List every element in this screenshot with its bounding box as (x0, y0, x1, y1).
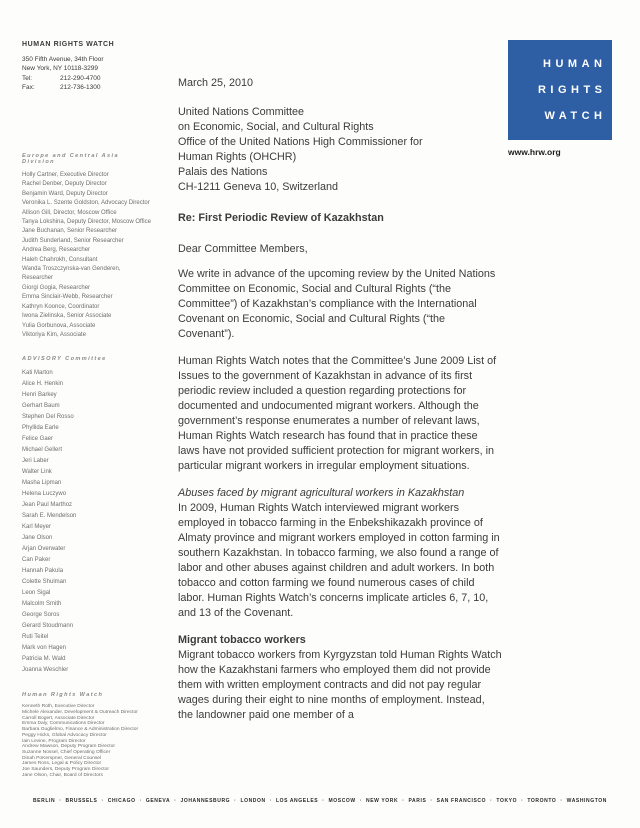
salutation: Dear Committee Members, (178, 243, 308, 255)
paragraph: Migrant tobacco workers from Kyrgyzstan told Human Rights Watch how the Kazakhstani farmers who employed them did not provide them with written employment contracts and did not pay regular wages during their eight to nine months of employment. Instead, the landowner paid one member of a (178, 649, 502, 721)
advisory-member: Helena Luczywo (22, 491, 67, 498)
staff-entry: Kathryn Koonce, Coordinator (22, 303, 100, 310)
staff-entry: Rachel Denber, Deputy Director (22, 181, 107, 188)
paragraph: Abuses faced by migrant agricultural workers in Kazakhstan (178, 487, 465, 499)
advisory-member: Karl Meyer (22, 524, 52, 531)
footer-city: PARIS · (408, 798, 436, 804)
leadership-entry: Dinah PoKempner, General Counsel (22, 755, 102, 761)
advisory-member: Stephen Del Rosso (22, 414, 74, 421)
paragraph: Human Rights Watch notes that the Committee’s June 2009 List of Issues to the government of Kazakhstan in advance of its first periodic review included a question regarding protections for documented and undocumented migrant workers. Although the government’s response enumerates a number of relevant laws, Human Rights Watch research has found that in practice these laws have not provided sufficient protection for migrant workers, in particular migrant workers in irregular employment situations. (178, 355, 497, 472)
letter-date: March 25, 2010 (178, 77, 254, 89)
staff-entry: Wanda Troszczynska-van Genderen, Researcher (22, 266, 121, 282)
org-name: HUMAN RIGHTS WATCH (22, 41, 115, 48)
tel-label: Tel: (22, 74, 33, 82)
division-member-list (22, 171, 152, 340)
advisory-member: Gerhart Baum (22, 403, 60, 410)
subject-line: Re: First Periodic Review of Kazakhstan (178, 212, 384, 224)
footer-city: BERLIN · (33, 798, 65, 804)
hrw-logo (508, 40, 612, 140)
staff-entry: Andrea Berg, Researcher (22, 247, 91, 254)
paragraph: We write in advance of the upcoming review by the United Nations Committee on Economic, Social and Cultural Rights (“the Committee”) of Kazakhstan’s compliance with the International Covenant on Economic, Social and Cultural Rights (“the Covenant”). (178, 268, 496, 340)
recipient-line: CH-1211 Geneva 10, Switzerland (178, 181, 339, 193)
advisory-member: Sarah E. Mendelson (22, 513, 77, 520)
advisory-member: Arjan Overwater (22, 546, 66, 553)
leadership-entry: Suzanne Nossel, Chief Operating Officer (22, 749, 111, 755)
footer-city: MOSCOW · (329, 798, 366, 804)
leadership-entry: Jane Olson, Chair, Board of Directors (22, 772, 104, 778)
advisory-member: Gerard Stoudmann (22, 623, 74, 630)
hrw-logo-text (508, 51, 612, 129)
staff-entry: Iwona Zielinska, Senior Associate (22, 313, 112, 320)
staff-entry: Emma Sinclair-Webb, Researcher (22, 294, 113, 301)
footer-city: GENEVA · (146, 798, 181, 804)
footer-city: WASHINGTON (566, 798, 608, 804)
advisory-member: Michael Gellert (22, 447, 63, 454)
hrw-logo-line: WATCH (544, 110, 607, 122)
recipient-address (178, 105, 502, 195)
footer-city: LONDON · (240, 798, 276, 804)
advisory-member: Henri Barkey (22, 392, 57, 399)
advisory-member: Hannah Pakula (22, 568, 64, 575)
address-line: New York, NY 10118-3299 (22, 65, 99, 72)
advisory-member: Leon Sigal (22, 590, 51, 597)
staff-entry: Holly Cartner, Executive Director (22, 172, 109, 178)
leadership-entry: Carroll Bogert, Associate Director (22, 715, 95, 721)
advisory-member: Alice H. Henkin (22, 381, 64, 388)
recipient-line: Office of the United Nations High Commissioner for (178, 136, 423, 148)
leadership-entry: Peggy Hicks, Global Advocacy Director (22, 732, 107, 738)
staff-entry: Jane Buchanan, Senior Researcher (22, 228, 118, 235)
advisory-member: Mark von Hagen (22, 645, 67, 652)
website-url: www.hrw.org (508, 147, 561, 157)
footer-city: LOS ANGELES · (276, 798, 329, 804)
hrw-logo-line: RIGHTS (537, 84, 607, 96)
leadership-entry: Iain Levine, Program Director (22, 738, 86, 744)
leadership-entry: Emma Daly, Communications Director (22, 721, 105, 727)
hrw-leadership-list (22, 704, 152, 778)
footer-city: NEW YORK · (366, 798, 408, 804)
advisory-member: Ruti Teitel (22, 634, 49, 641)
advisory-member: Jeri Laber (22, 458, 49, 465)
recipient-line: United Nations Committee (178, 106, 305, 118)
tel-value: 212-290-4700 (60, 74, 101, 82)
paragraph: In 2009, Human Rights Watch interviewed migrant workers employed in tobacco farming in the Enbekshikazakh province of Almaty province and migrant workers employed in cotton farming in southern Kazakhstan. In tobacco farming, we also found a range of labor and other abuses against children and adult workers. In both tobacco and cotton farming we found numerous cases of child labor. Human Rights Watch’s concerns implicate articles 6, 7, 10, and 13 of the Covenant. (178, 502, 500, 619)
footer-city: CHICAGO · (108, 798, 146, 804)
org-address (22, 55, 114, 74)
advisory-member: Joanna Weschler (22, 667, 69, 674)
advisory-member: Felice Gaer (22, 436, 54, 443)
letter-paragraphs (178, 267, 502, 723)
footer-city: JOHANNESBURG · (180, 798, 240, 804)
advisory-member: Patricia M. Wald (22, 656, 66, 663)
paragraph: Migrant tobacco workers (178, 634, 306, 646)
advisory-member: Can Paker (22, 557, 51, 564)
advisory-member: Jane Olson (22, 535, 53, 542)
staff-entry: Giorgi Gogia, Researcher (22, 284, 91, 291)
recipient-line: Human Rights (OHCHR) (178, 151, 297, 163)
fax-value: 212-736-1300 (60, 84, 101, 91)
staff-entry: Yulia Gorbunova, Associate (22, 322, 96, 329)
footer-city: BRUSSELS · (65, 798, 107, 804)
staff-entry: Viktoriya Kim, Associate (22, 331, 86, 338)
advisory-member: Phyllida Earle (22, 425, 59, 432)
tel-row (22, 74, 114, 84)
division-title: Europe and Central Asia Division (22, 153, 119, 165)
recipient-line: Palais des Nations (178, 166, 268, 178)
leadership-entry: James Ross, Legal & Policy Director (22, 761, 102, 767)
recipient-line: on Economic, Social, and Cultural Rights (178, 121, 374, 133)
hrw-leadership-title: Human Rights Watch (22, 692, 104, 699)
advisory-member-list (22, 368, 152, 676)
sidebar-section-hrw-leadership (22, 692, 152, 778)
letter-content (178, 76, 502, 735)
address-line: 350 Fifth Avenue, 34th Floor (22, 55, 104, 63)
advisory-member: Jean Paul Marthoz (22, 502, 73, 509)
leadership-entry: Barbara Guglielmo, Finance & Administration Director (22, 727, 139, 733)
staff-entry: Haleh Chahrokh, Consultant (22, 256, 98, 263)
advisory-member: Walter Link (22, 469, 52, 476)
staff-entry: Allison Gill, Director, Moscow Office (22, 209, 117, 216)
footer-city: TOKYO · (496, 798, 527, 804)
leadership-entry: Andrew Mawson, Deputy Program Director (22, 744, 115, 750)
footer-city-list (0, 798, 640, 804)
staff-entry: Judith Sunderland, Senior Researcher (22, 237, 124, 244)
leadership-entry: Michele Alexander, Development & Outreach Director (22, 710, 138, 716)
sidebar-section-advisory-committee (22, 356, 152, 676)
advisory-title: ADVISORY Committee (22, 356, 107, 363)
advisory-member: Masha Lipman (22, 480, 62, 487)
staff-entry: Benjamin Ward, Deputy Director (22, 190, 108, 197)
sidebar (22, 153, 152, 794)
hrw-logo-line: HUMAN (543, 58, 607, 70)
footer-city: SAN FRANCISCO · (437, 798, 497, 804)
fax-label: Fax: (22, 84, 35, 91)
advisory-member: Kati Marton (22, 370, 53, 377)
advisory-member: Malcolm Smith (22, 601, 62, 608)
footer-city: TORONTO · (527, 798, 566, 804)
sidebar-section-division (22, 153, 152, 340)
staff-entry: Tanya Lokshina, Deputy Director, Moscow Office (22, 219, 151, 226)
advisory-member: George Soros (22, 612, 60, 619)
leadership-entry: Kenneth Roth, Executive Director (22, 704, 95, 710)
leadership-entry: Joe Saunders, Deputy Program Director (22, 767, 109, 773)
staff-entry: Veronika L. Szente Goldston, Advocacy Director (22, 200, 150, 207)
fax-row (22, 83, 114, 93)
letterhead (22, 40, 114, 93)
advisory-member: Colette Shulman (22, 579, 67, 586)
